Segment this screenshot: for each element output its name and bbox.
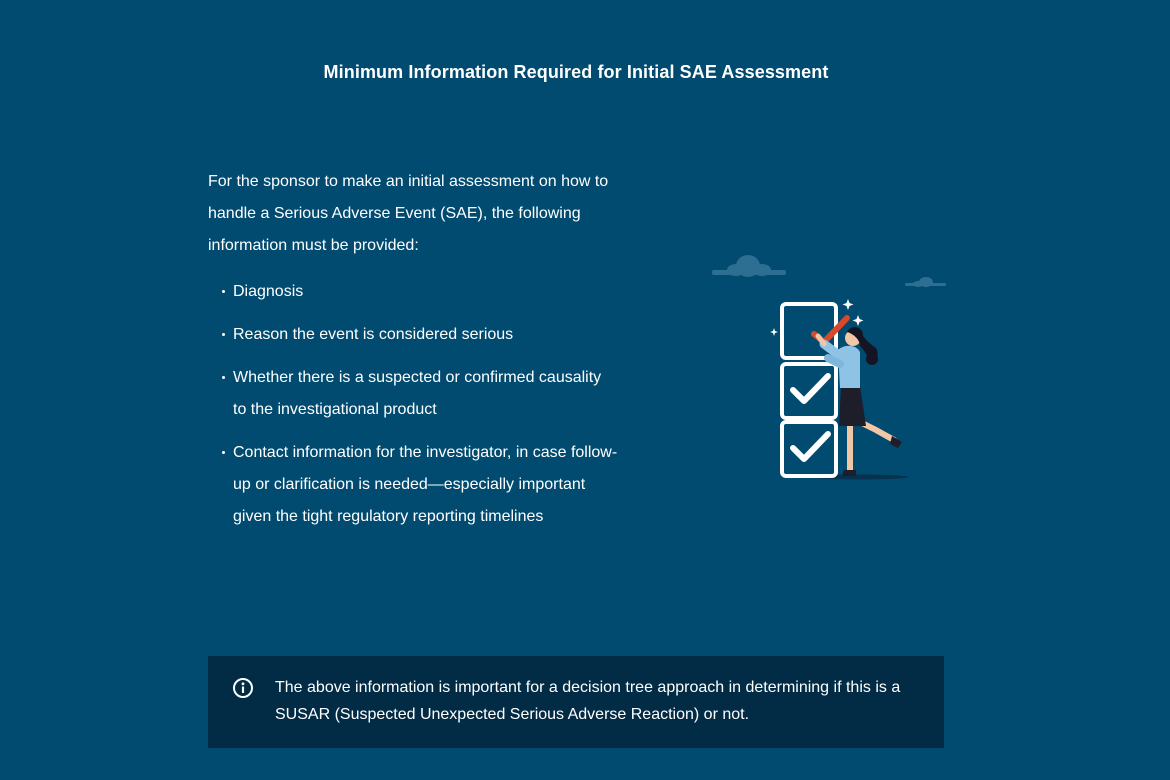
list-item (208, 276, 618, 308)
bullet-dot (222, 290, 225, 293)
main-content (208, 166, 618, 544)
info-callout (208, 656, 944, 748)
cloud-icon (905, 277, 946, 287)
list-item-text: Whether there is a suspected or confirmed causality to the investigational product (233, 369, 602, 418)
page-title: Minimum Information Required for Initial SAE Assessment (323, 62, 829, 82)
person-icon (818, 327, 902, 476)
checklist-person-illustration (700, 240, 960, 490)
intro-paragraph: For the sponsor to make an initial assessment on how to handle a Serious Adverse Event (SAE), the following information must be provided: (208, 173, 609, 254)
list-item-text: Contact information for the investigator, in case follow-up or clarification is needed—especially important given the tight regulatory reporting timelines (233, 444, 618, 525)
list-item-text: Reason the event is considered serious (233, 326, 514, 343)
list-item-text: Diagnosis (233, 283, 304, 300)
info-icon (232, 677, 254, 699)
bullet-dot (222, 376, 225, 379)
info-text: The above information is important for a decision tree approach in determining if this is a SUSAR (Suspected Unexpected Serious Adverse Reaction) or not. (275, 679, 901, 723)
cloud-icon (712, 255, 786, 277)
requirements-list (208, 276, 618, 533)
list-item (208, 362, 618, 426)
bullet-dot (222, 333, 225, 336)
list-item (208, 319, 618, 351)
list-item (208, 437, 618, 533)
bullet-dot (222, 451, 225, 454)
